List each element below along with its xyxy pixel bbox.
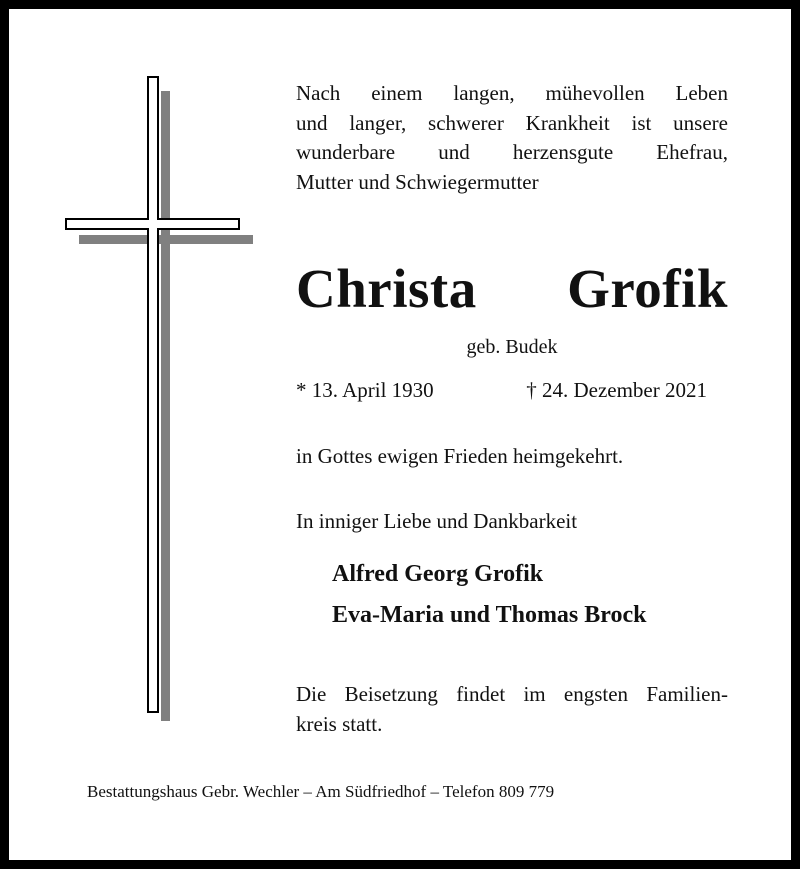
gratitude-text: In inniger Liebe und Dankbarkeit	[296, 509, 578, 533]
intro-text	[296, 79, 728, 197]
deceased-name: Christa Grofik	[296, 258, 728, 319]
funeral-home-footer: Bestattungshaus Gebr. Wechler – Am Südfriedhof – Telefon 809 779	[87, 782, 555, 801]
cross-shadow-vertical	[161, 91, 170, 721]
intro-line: Mutter und Schwiegermutter	[296, 169, 539, 194]
burial-notice	[296, 679, 728, 739]
cross-shadow-horizontal	[79, 235, 253, 244]
burial-line: kreis statt.	[296, 712, 383, 736]
homecoming-text: in Gottes ewigen Frieden heimgekehrt.	[296, 444, 624, 468]
mourner-name: Alfred Georg Grofik	[332, 561, 544, 587]
intro-line: wunderbare und herzensgute Ehefrau,	[296, 140, 728, 164]
burial-line: Die Beisetzung findet im engsten Familien-	[296, 682, 728, 706]
mourner-name: Eva-Maria und Thomas Brock	[332, 602, 647, 628]
maiden-name: geb. Budek	[466, 336, 558, 358]
intro-line: Nach einem langen, mühevollen Leben	[296, 81, 728, 105]
cross-outline	[66, 77, 239, 712]
birth-date: * 13. April 1930	[296, 378, 434, 402]
death-date: † 24. Dezember 2021	[526, 378, 707, 402]
mourners-list	[332, 554, 647, 636]
intro-line: und langer, schwerer Krankheit ist unsere	[296, 110, 728, 135]
